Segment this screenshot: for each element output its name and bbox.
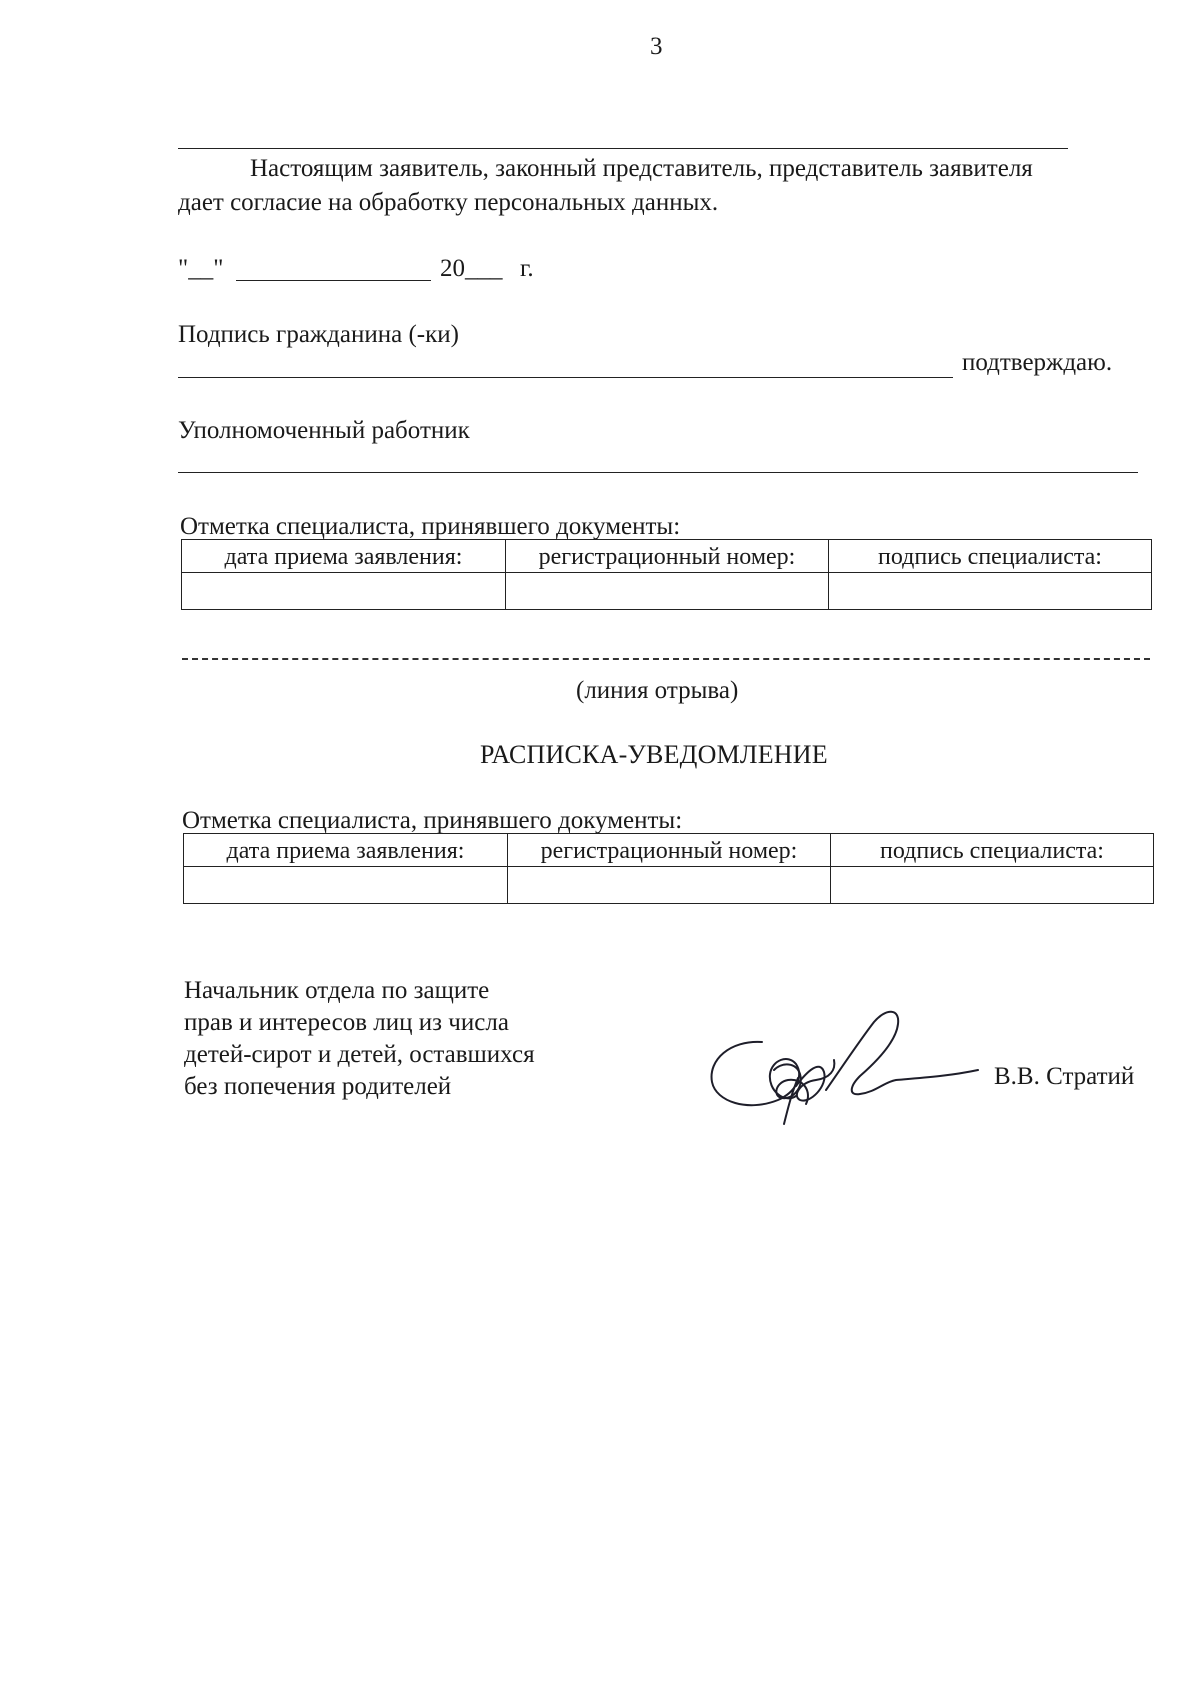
- specialist-mark-caption-2: Отметка специалиста, принявшего документы:: [182, 807, 683, 834]
- citizen-signature-line: [178, 377, 953, 378]
- signatory-position-line-1: Начальник отдела по защите: [184, 977, 490, 1004]
- signatory-position-line-4: без попечения родителей: [184, 1073, 452, 1100]
- col-specialist-signature: подпись специалиста:: [831, 834, 1154, 867]
- tear-line-label: (линия отрыва): [576, 677, 739, 704]
- signatory-name: В.В. Стратий: [994, 1063, 1135, 1090]
- col-specialist-signature: подпись специалиста:: [829, 540, 1152, 573]
- cell-date-received: [182, 573, 506, 610]
- col-registration-number: регистрационный номер:: [506, 540, 829, 573]
- date-quote-open: ": [178, 255, 189, 282]
- specialist-mark-table-2: [183, 833, 1154, 904]
- date-day-blank: __: [188, 255, 214, 282]
- receipt-title: РАСПИСКА-УВЕДОМЛЕНИЕ: [480, 740, 828, 769]
- cell-registration-number: [506, 573, 829, 610]
- col-date-received: дата приема заявления:: [182, 540, 506, 573]
- specialist-mark-table-1: [181, 539, 1152, 610]
- authorized-worker-line: [178, 472, 1138, 473]
- cell-specialist-signature: [829, 573, 1152, 610]
- date-month-blank: [236, 280, 431, 281]
- tear-line: [182, 658, 1150, 660]
- authorized-worker-label: Уполномоченный работник: [178, 417, 470, 444]
- date-year-suffix: г.: [520, 255, 534, 282]
- handwritten-signature-icon: [700, 1000, 980, 1130]
- date-year-blank: ___: [465, 255, 503, 282]
- date-line: [178, 254, 223, 284]
- cell-registration-number: [508, 867, 831, 904]
- date-quote-close: ": [213, 255, 224, 282]
- page-number: 3: [650, 33, 663, 60]
- col-registration-number: регистрационный номер:: [508, 834, 831, 867]
- cell-date-received: [184, 867, 508, 904]
- col-date-received: дата приема заявления:: [184, 834, 508, 867]
- top-blank-line: [178, 148, 1068, 149]
- citizen-confirm-text: подтверждаю.: [962, 349, 1113, 376]
- citizen-signature-label: Подпись гражданина (-ки): [178, 321, 459, 348]
- date-year: [440, 254, 503, 284]
- consent-line-1: Настоящим заявитель, законный представитель, представитель заявителя: [250, 155, 1033, 182]
- specialist-mark-caption-1: Отметка специалиста, принявшего документы:: [180, 513, 681, 540]
- signatory-position-line-3: детей-сирот и детей, оставшихся: [184, 1041, 535, 1068]
- cell-specialist-signature: [831, 867, 1154, 904]
- consent-line-2: дает согласие на обработку персональных данных.: [178, 189, 719, 216]
- date-year-prefix: 20: [440, 255, 465, 282]
- signatory-position-line-2: прав и интересов лиц из числа: [184, 1009, 509, 1036]
